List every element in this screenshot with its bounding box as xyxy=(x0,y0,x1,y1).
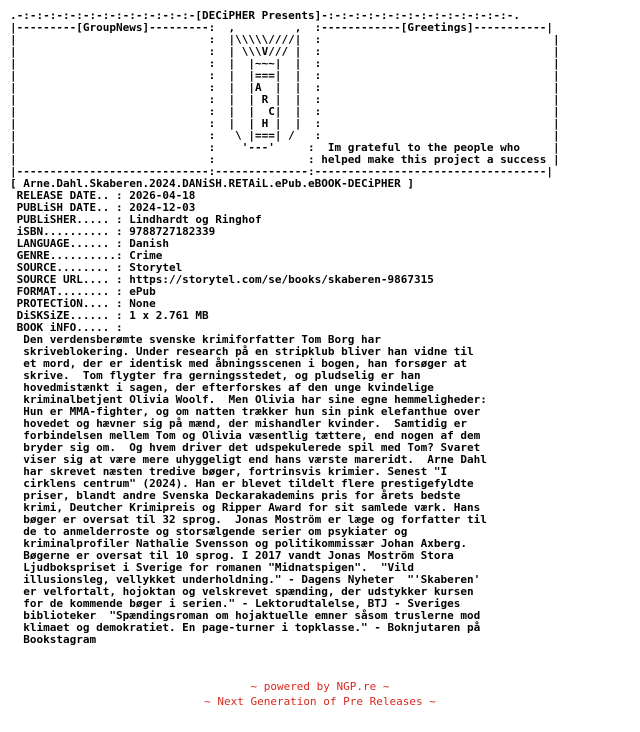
footer-powered-by: ~ powered by NGP.re ~ xyxy=(250,680,390,693)
footer-tagline: ~ Next Generation of Pre Releases ~ xyxy=(204,695,436,708)
nfo-document: .-:-:-:-:-:-:-:-:-:-:-:-:-:-[DECiPHER Presents]-:-:-:-:-:-:-:-:-:-:-:-:-:-:-. |---------[GroupNews]---------: , , :------------[Greetings]-----------| | : |\\\\\////| : | | : | \\\V/// | : | | : | |~~~| | : | | : | |===| | : | | : | |A | | : | | : | | R | | : | | : | | C| | : | | : | | H | | : | | : \ |===| / : | | : '---' : Im grateful to the people who | | : : helped make this project a success | |-----------------------------:--------------:-----------------------------------| [ Arne.Dahl.Skaberen.2024.DANiSH.RETAiL.ePub.eBOOK-DECiPHER ] RELEASE DATE.. : 2026-04-18 PUBLiSH DATE.. : 2024-12-03 PUBLiSHER..... : Lindhardt og Ringhof iSBN.......... : 9788727182339 LANGUAGE...... : Danish GENRE..........: Crime SOURCE........ : Storytel SOURCE URL.... : https://storytel.com/se/books/skaberen-9867315 FORMAT........ : ePub PROTECTiON.... : None DiSKSiZE...... : 1 x 2.761 MB BOOK iNFO..... : Den verdensberømte svenske krimiforfatter Tom Borg har skriveblokering. Under research på en stripklub bliver han vidne til et mord, der er identisk med åbningsscenen i bogen, han forsøger at skrive. Tom flygter fra gerningsstedet, og pludselig er han hovedmistænkt i sagen, der efterforskes af den unge kvindelige kriminalbetjent Olivia Woolf. Men Olivia har sine egne hemmeligheder: Hun er MMA-fighter, og om natten trækker hun sin pink elefanthue over hovedet og hævner sig på mænd, der mishandler kvinder. Samtidig er forbindelsen mellem Tom og Olivia væsentlig tættere, end nogen af dem bryder sig om. Og hvem driver det udspekulerede spil med Tom? Svaret viser sig at være mere uhyggeligt end hans værste mareridt. Arne Dahl har skrevet næsten tredive bøger, fortrinsvis krimier. Senest "I cirklens centrum" (2024). Han er blevet tildelt flere prestigefyldte priser, blandt andre Svenska Deckarakademins pris for årets bedste krimi, Deutcher Krimipreis og Ripper Award for sit samlede værk. Hans bøger er oversat til 32 sprog. Jonas Moström er læge og forfatter til de to anmelderroste og storsælgende serier om psykiater og kriminalprofiler Nathalie Svensson og politikommissær Johan Axberg. Bøgerne er oversat til 10 sprog. I 2017 vandt Jonas Moström Stora Ljudbokspriset i Sverige for romanen "Midnatspigen". "Vild illusionsleg, vellykket underholdning." - Dagens Nyheter "'Skaberen' er velfortalt, hojoktan og velskrevet spænding, der udstykker kursen for de kommende bøger i serien." - Lektorudtalelse, BTJ - Sveriges biblioteker "Spændingsroman om hojaktuelle emner såsom truslerne mod klimaet og demokratiet. En page-turner i topklasse." - Boknjutaren på Bookstagram xyxy=(10,9,560,646)
